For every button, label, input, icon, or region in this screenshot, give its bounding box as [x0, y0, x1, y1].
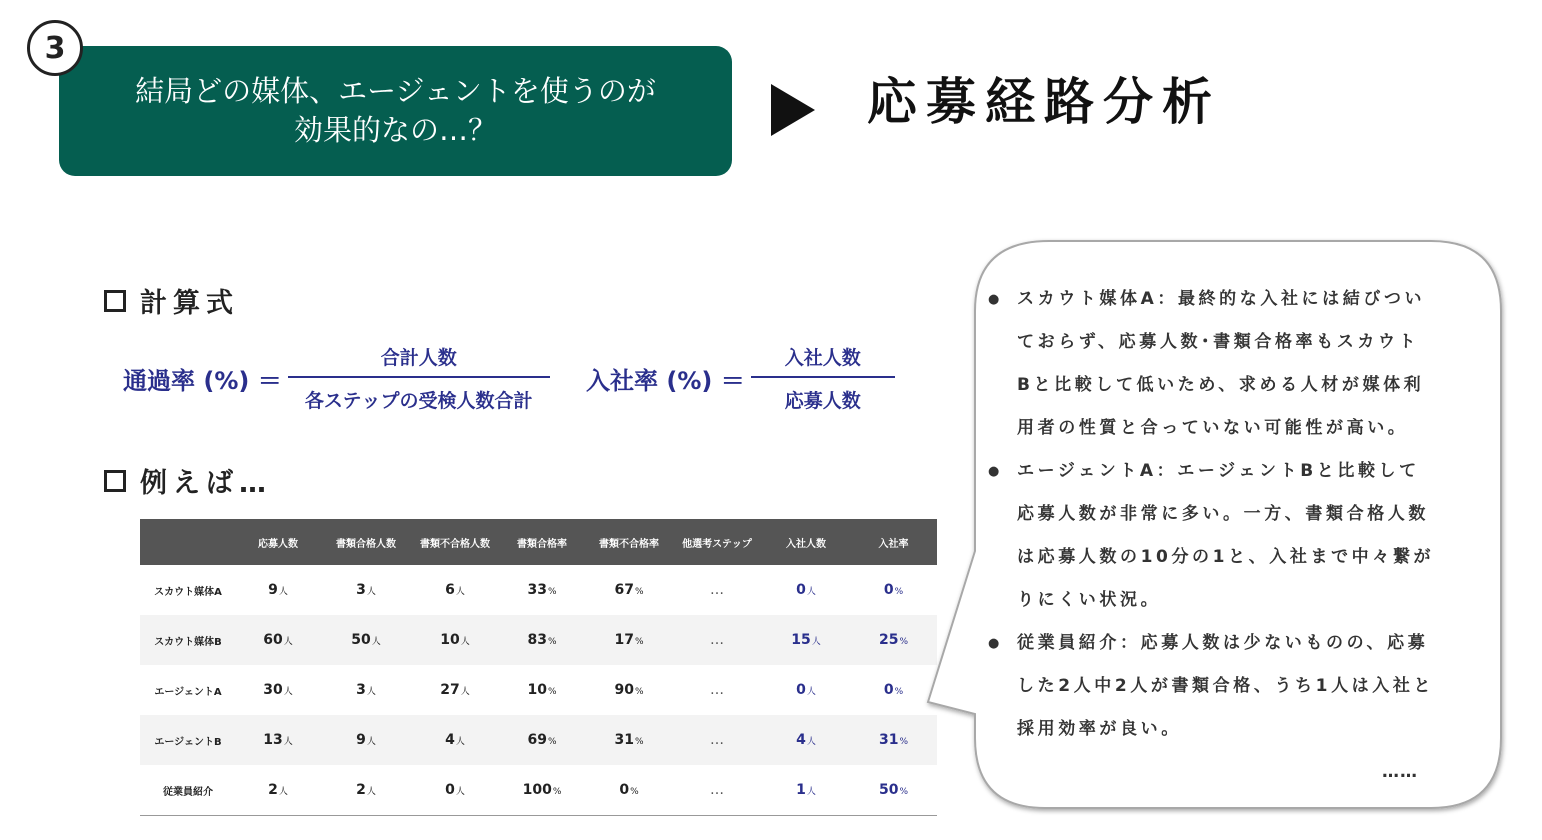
- step-number-badge: 3: [27, 20, 83, 76]
- bullet-indent: [988, 579, 1017, 622]
- cell-hire-rate-value: 0: [883, 682, 894, 698]
- cell-hired-value: 0: [796, 582, 806, 598]
- cell-doc-pass-unit: 人: [366, 587, 376, 597]
- cell-hire-rate-value: 0: [883, 582, 894, 598]
- note-text: エージェントA：エージェントBと比較して: [1017, 461, 1420, 481]
- bullet-dot-icon: ●: [988, 636, 1003, 651]
- cell-doc-fail-unit: 人: [455, 587, 465, 597]
- cell-doc-pass-rate-unit: %: [547, 737, 557, 747]
- note-line: [988, 278, 1488, 321]
- note-line: [988, 536, 1488, 579]
- bullet-indent: [988, 665, 1017, 708]
- cell-doc-fail-rate-unit: %: [634, 687, 644, 697]
- cell-hire-rate-value: 25: [878, 632, 899, 648]
- cell-doc-pass-rate-unit: %: [547, 637, 557, 647]
- header-doc-pass: 書類合格人数: [320, 519, 412, 565]
- cell-doc-pass-rate-unit: %: [552, 787, 562, 797]
- cell-doc-fail-rate-value: 31: [614, 732, 634, 748]
- note-line: [988, 407, 1488, 450]
- cell-other-steps-value: …: [710, 732, 724, 748]
- note-line: [988, 665, 1488, 708]
- banner-line-2: 効果的なの…？: [293, 113, 497, 147]
- cell-other-steps-value: …: [710, 682, 724, 698]
- cell-hired-unit: 人: [806, 687, 816, 697]
- cell-hire-rate-unit: %: [894, 587, 904, 597]
- note-text: 採用効率が良い。: [1017, 719, 1182, 739]
- cell-doc-fail-value: 4: [445, 732, 455, 748]
- banner-line-1: 結局どの媒体、エージェントを使うのが: [135, 74, 656, 108]
- cell-doc-pass-rate-value: 69: [527, 732, 547, 748]
- cell-doc-pass-unit: 人: [371, 637, 381, 647]
- cell-doc-fail-value: 27: [440, 682, 460, 698]
- cell-doc-fail-value: 10: [440, 632, 460, 648]
- cell-doc-pass-rate-unit: %: [547, 587, 557, 597]
- cell-hire-rate-unit: %: [899, 637, 909, 647]
- note-text: した2人中2人が書類合格、うち1人は入社と: [1017, 676, 1435, 696]
- header-other-steps: 他選考ステップ: [672, 519, 762, 565]
- cell-applicants-value: 9: [268, 582, 278, 598]
- cell-doc-fail-unit: 人: [455, 737, 465, 747]
- cell-other-steps-value: …: [710, 582, 724, 598]
- cell-other-steps-value: …: [710, 632, 724, 648]
- row-label: エージェントA: [154, 686, 222, 698]
- cell-doc-pass-value: 3: [356, 682, 366, 698]
- cell-doc-pass-rate-value: 100: [522, 782, 552, 798]
- note-text: 従業員紹介：応募人数は少ないものの、応募: [1017, 633, 1429, 653]
- cell-doc-fail-rate-value: 90: [614, 682, 634, 698]
- cell-applicants-unit: 人: [278, 787, 288, 797]
- bullet-indent: [988, 407, 1017, 450]
- cell-doc-pass-rate-value: 33: [527, 582, 547, 598]
- cell-doc-fail-rate-unit: %: [634, 637, 644, 647]
- cell-hire-rate-unit: %: [899, 737, 909, 747]
- cell-doc-pass-value: 2: [356, 782, 366, 798]
- row-label: 従業員紹介: [140, 765, 236, 816]
- cell-doc-fail-unit: 人: [460, 687, 470, 697]
- cell-doc-pass-unit: 人: [366, 787, 376, 797]
- formula-pass-rate-denominator: 各ステップの受検人数合計: [304, 390, 533, 412]
- cell-applicants-value: 30: [263, 682, 283, 698]
- cell-doc-fail-rate-unit: %: [634, 587, 644, 597]
- cell-doc-fail-unit: 人: [455, 787, 465, 797]
- header-hire-rate: 入社率: [850, 519, 937, 565]
- cell-applicants-value: 60: [263, 632, 283, 648]
- bullet-dot-icon: ●: [988, 292, 1003, 307]
- cell-hire-rate-unit: %: [899, 787, 909, 797]
- cell-hired-value: 0: [796, 682, 806, 698]
- cell-hired-unit: 人: [806, 787, 816, 797]
- formula-hire-rate-numerator: 入社人数: [784, 347, 861, 369]
- cell-hired-value: 15: [791, 632, 811, 648]
- bullet-indent: [988, 536, 1017, 579]
- cell-hire-rate-unit: %: [894, 687, 904, 697]
- cell-applicants-value: 2: [268, 782, 278, 798]
- cell-other-steps-value: …: [710, 782, 724, 798]
- formula-pass-rate-lhs: 通過率 (%) ＝: [123, 366, 282, 395]
- cell-doc-pass-value: 50: [351, 632, 371, 648]
- cell-applicants-unit: 人: [283, 737, 293, 747]
- bullet-indent: [988, 708, 1017, 751]
- note-text: Bと比較して低いため、求める人材が媒体利: [1017, 375, 1425, 395]
- page-title: 応募経路分析: [867, 73, 1221, 131]
- header-doc-fail-rate: 書類不合格率: [586, 519, 672, 565]
- note-line: [988, 450, 1488, 493]
- cell-hired-unit: 人: [806, 587, 816, 597]
- header-doc-pass-rate: 書類合格率: [498, 519, 586, 565]
- formula-hire-rate-lhs: 入社率 (%) ＝: [586, 366, 745, 395]
- cell-hire-rate-value: 31: [878, 732, 899, 748]
- cell-doc-fail-rate-unit: %: [634, 737, 644, 747]
- note-text: ておらず、応募人数･書類合格率もスカウト: [1017, 332, 1420, 352]
- note-line: [988, 579, 1488, 622]
- row-label: スカウト媒体B: [140, 615, 236, 665]
- bullet-indent: [988, 364, 1017, 407]
- bullet-indent: [988, 321, 1017, 364]
- note-text: りにくい状況。: [1017, 590, 1162, 610]
- cell-doc-fail-unit: 人: [460, 637, 470, 647]
- note-line: [988, 321, 1488, 364]
- note-text: 用者の性質と合っていない可能性が高い。: [1017, 418, 1409, 438]
- cell-hired-value: 1: [796, 782, 806, 798]
- cell-doc-fail-rate-value: 17: [614, 632, 634, 648]
- cell-doc-pass-value: 3: [356, 582, 366, 598]
- cell-applicants-unit: 人: [283, 687, 293, 697]
- cell-doc-fail-value: 0: [445, 782, 455, 798]
- bullet-indent: [988, 493, 1017, 536]
- header-hired: 入社人数: [762, 519, 850, 565]
- header-applicants: 応募人数: [236, 519, 320, 565]
- cell-doc-pass-unit: 人: [366, 687, 376, 697]
- cell-doc-pass-rate-unit: %: [547, 687, 557, 697]
- cell-doc-pass-unit: 人: [366, 737, 376, 747]
- bullet-dot-icon: ●: [988, 464, 1003, 479]
- note-text: 応募人数が非常に多い。一方、書類合格人数: [1017, 504, 1429, 524]
- cell-hired-unit: 人: [811, 637, 821, 647]
- cell-hire-rate-value: 50: [878, 782, 899, 798]
- note-text: スカウト媒体A：最終的な入社には結びつい: [1017, 289, 1426, 309]
- row-label: スカウト媒体A: [154, 586, 222, 598]
- cell-hired-unit: 人: [806, 737, 816, 747]
- note-line: [988, 622, 1488, 665]
- cell-applicants-unit: 人: [283, 637, 293, 647]
- cell-doc-pass-value: 9: [356, 732, 366, 748]
- section-heading-example-label: 例えば…: [140, 468, 272, 499]
- notes-ellipsis: ……: [1382, 762, 1418, 782]
- analysis-notes: [988, 278, 1488, 794]
- row-label: エージェントB: [140, 715, 236, 765]
- formula-hire-rate-denominator: 応募人数: [784, 390, 861, 412]
- cell-doc-fail-rate-value: 67: [614, 582, 634, 598]
- cell-hired-value: 4: [796, 732, 806, 748]
- note-text: は応募人数の10分の1と、入社まで中々繋が: [1017, 547, 1435, 567]
- cell-doc-fail-rate-unit: %: [630, 787, 639, 797]
- note-line: [988, 364, 1488, 407]
- formula-pass-rate-numerator: 合計人数: [380, 347, 457, 369]
- cell-doc-pass-rate-value: 83: [527, 632, 547, 648]
- cell-applicants-value: 13: [263, 732, 283, 748]
- cell-doc-pass-rate-value: 10: [527, 682, 547, 698]
- cell-doc-fail-rate-value: 0: [619, 782, 630, 798]
- note-line: [988, 493, 1488, 536]
- note-line: [988, 708, 1488, 751]
- section-heading-formula-label: 計算式: [140, 288, 239, 319]
- cell-applicants-unit: 人: [278, 587, 288, 597]
- cell-doc-fail-value: 6: [445, 582, 455, 598]
- header-doc-fail: 書類不合格人数: [412, 519, 498, 565]
